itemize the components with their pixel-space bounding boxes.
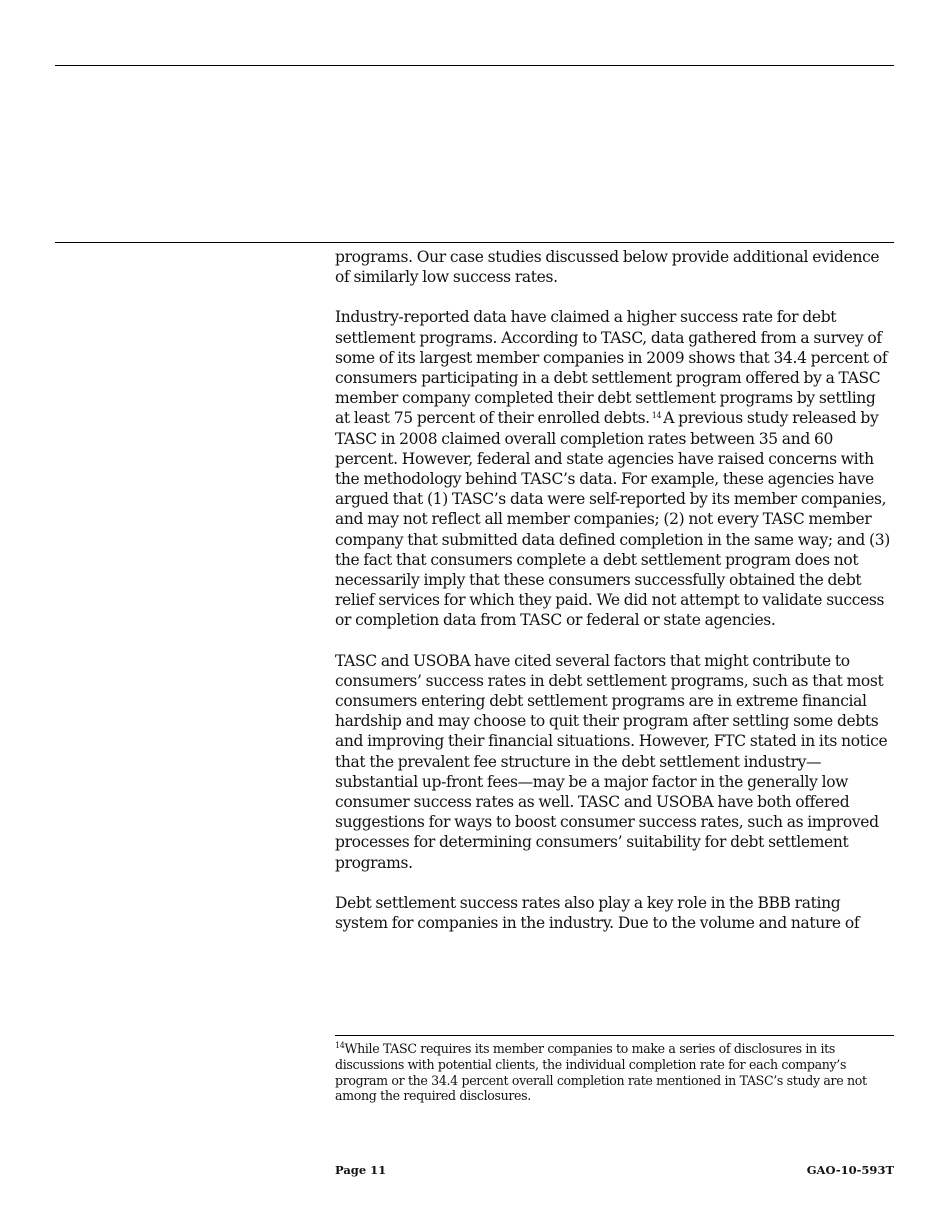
paragraph-text: A previous study released by TASC in 2008 claimed overall completion rates between 35 and 60 percent. However, federal and state agencies have raised concerns with the methodology behind TASC’s data. For example, these agencies have argued that (1) TASC’s data were self-reported by its member companies, and may not reflect all member companies; (2) not every TASC member company that submitted data defined completion in the same way; and (3) the fact that consumers complete a debt settlement program does not necessarily imply that these consumers successfully obtained the debt relief services for which they paid. We did not attempt to validate success or completion data from TASC or federal or state agencies.: [335, 409, 890, 630]
footnote-reference[interactable]: 14: [651, 411, 662, 421]
footnote: [335, 1041, 894, 1104]
paragraph-continuation: programs. Our case studies discussed below provide additional evidence of similarly low success rates.: [335, 248, 880, 287]
page-number: Page 11: [335, 1163, 387, 1177]
footnote-number: 14: [335, 1041, 345, 1050]
paragraph-industry-data: [335, 307, 894, 630]
body-text: [335, 247, 894, 953]
report-id: GAO-10-593T: [806, 1163, 894, 1177]
paragraph-factors: TASC and USOBA have cited several factors that might contribute to consumers’ success rates in debt settlement programs, such as that most consumers entering debt settlement programs are in extreme financial hardship and may choose to quit their program after settling some debts and improving their financial situations. However, FTC stated in its notice that the prevalent fee structure in the debt settlement industry—substantial up-front fees—may be a major factor in the generally low consumer success rates as well. TASC and USOBA have both offered suggestions for ways to boost consumer success rates, such as improved processes for determining consumers’ suitability for debt settlement programs.: [335, 651, 888, 872]
section-rule: [55, 242, 894, 243]
footnote-rule: [335, 1035, 894, 1036]
header-rule: [55, 65, 894, 66]
paragraph-text: Industry-reported data have claimed a higher success rate for debt settlement programs. According to TASC, data gathered from a survey of some of its largest member companies in 2009 shows that 34.4 percent of consumers participating in a debt settlement program offered by a TASC member company completed their debt settlement programs by settling at least 75 percent of their enrolled debts.: [335, 308, 888, 428]
paragraph-bbb-rating: Debt settlement success rates also play a key role in the BBB rating system for companies in the industry. Due to the volume and nature of: [335, 893, 860, 933]
footnote-text: While TASC requires its member companies to make a series of disclosures in its discussions with potential clients, the individual completion rate for each company’s program or the 34.4 percent overall completion rate mentioned in TASC’s study are not among the required disclosures.: [335, 1041, 867, 1104]
